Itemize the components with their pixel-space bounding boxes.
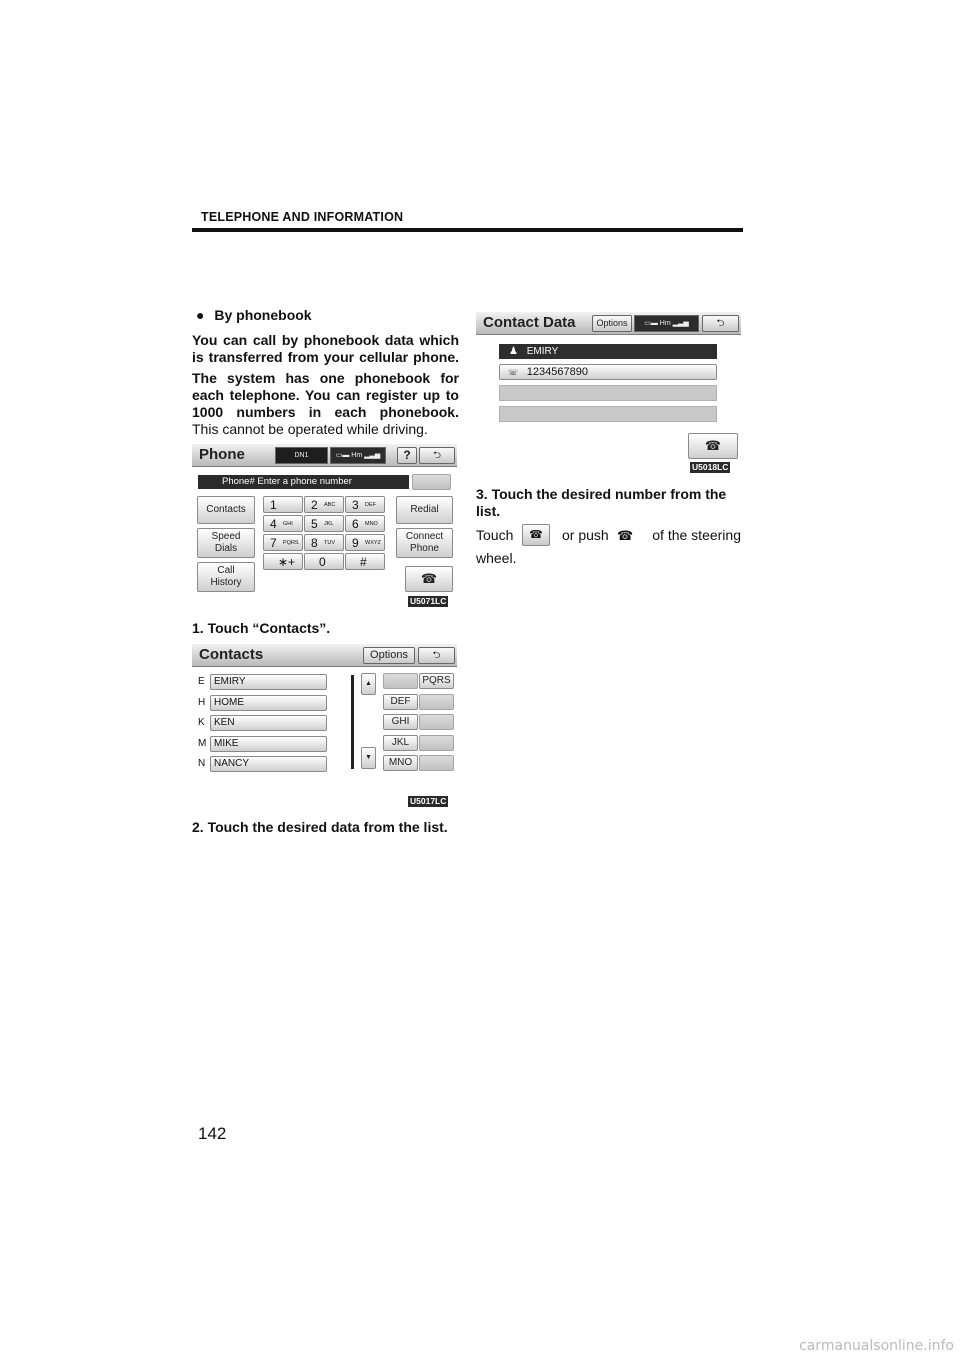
subheading xyxy=(196,307,312,324)
alphabet-tab[interactable]: JKL xyxy=(383,735,418,751)
phone-title: Phone xyxy=(199,446,245,463)
speed-dials-label-1: Speed xyxy=(211,531,241,542)
subheading-text: By phonebook xyxy=(214,307,312,323)
alphabet-tab-disabled xyxy=(419,755,454,771)
contact-name: EMIRY xyxy=(526,346,559,357)
touch-word: Touch xyxy=(476,527,514,543)
step-3: 3. Touch the desired number from the list. xyxy=(476,486,727,519)
contacts-screen xyxy=(192,644,457,774)
key-letters: ABC xyxy=(324,502,336,508)
key-letters: PQRS xyxy=(283,540,299,546)
double-down-arrow-icon: ▼ xyxy=(365,754,372,761)
index-letter: E xyxy=(198,676,205,687)
keypad-key[interactable] xyxy=(304,496,344,513)
double-up-arrow-icon: ▲ xyxy=(365,680,372,687)
index-letter: K xyxy=(198,717,205,728)
keypad-key[interactable] xyxy=(263,553,303,570)
key-digit: 9 xyxy=(352,536,359,550)
keypad-key[interactable] xyxy=(345,515,385,532)
speed-dials-label-2: Dials xyxy=(214,543,238,554)
key-digit: 7 xyxy=(270,536,277,550)
back-arrow-icon: ⮌ xyxy=(432,450,441,461)
status-hm: Hm xyxy=(351,452,363,459)
key-letters: TUV xyxy=(324,540,335,546)
back-arrow-icon: ⮌ xyxy=(432,650,441,661)
paragraph-3: This cannot be operated while driving. xyxy=(192,421,428,437)
phone-type-icon: ☏ xyxy=(508,368,519,377)
connect-phone-label-1: Connect xyxy=(405,531,444,542)
contact-list-item[interactable]: NANCY xyxy=(210,756,327,772)
empty-number-row xyxy=(499,385,717,401)
figure-code-1: U5071LC xyxy=(410,596,447,606)
contact-list-item[interactable]: HOME xyxy=(210,695,327,711)
key-digit: 2 xyxy=(311,498,318,512)
figure-code-2: U5017LC xyxy=(410,796,447,806)
paragraph-2: The system has one phonebook for each telephone. You can register up to 1000 numbers in each phonebook. xyxy=(192,370,459,420)
header-rule xyxy=(192,228,743,232)
key-digit: 5 xyxy=(311,517,318,531)
of-steering-text: of the steering xyxy=(652,527,741,543)
keypad-key[interactable] xyxy=(345,553,385,570)
contact-list-item[interactable]: EMIRY xyxy=(210,674,327,690)
key-digit: 1 xyxy=(270,498,277,512)
alphabet-tab-disabled xyxy=(419,735,454,751)
key-digit: 8 xyxy=(311,536,318,550)
number-row[interactable] xyxy=(499,364,717,380)
scroll-up-button[interactable] xyxy=(361,673,376,695)
paragraph-1: You can call by phonebook data which is transferred from your cellular phone. xyxy=(192,332,459,365)
speed-dials-button[interactable] xyxy=(197,528,255,558)
phone-number-input[interactable]: Phone# Enter a phone number xyxy=(198,475,409,489)
keypad-key[interactable] xyxy=(304,534,344,551)
call-history-label-2: History xyxy=(210,577,242,588)
back-button[interactable] xyxy=(418,647,455,664)
keypad-key[interactable] xyxy=(263,496,303,513)
figure-code-3: U5018LC xyxy=(692,462,729,472)
index-letter: N xyxy=(198,758,206,769)
key-letters: DEF xyxy=(365,502,376,508)
redial-button[interactable]: Redial xyxy=(396,496,453,524)
index-letter: H xyxy=(198,696,206,708)
keypad-key[interactable] xyxy=(304,515,344,532)
key-letters: GHI xyxy=(283,521,293,527)
step-1: 1. Touch “Contacts”. xyxy=(192,620,331,636)
call-history-label-1: Call xyxy=(217,565,235,576)
alphabet-tab-disabled xyxy=(419,694,454,710)
keypad-key[interactable] xyxy=(263,534,303,551)
instruction-line-2: wheel. xyxy=(476,550,517,566)
or-push-text: or push xyxy=(562,527,609,543)
steering-phone-icon: ☎ xyxy=(617,528,634,543)
alphabet-tab[interactable]: GHI xyxy=(383,714,418,730)
call-history-button[interactable] xyxy=(197,562,255,592)
call-button-inline-icon: ☎ xyxy=(522,524,550,546)
key-digit: 3 xyxy=(352,498,359,512)
call-button[interactable] xyxy=(405,566,453,592)
alphabet-tab-disabled xyxy=(383,673,418,689)
key-letters: MNO xyxy=(365,521,378,527)
key-digit: 0 xyxy=(319,555,326,569)
back-button[interactable] xyxy=(419,447,455,464)
connect-phone-label-2: Phone xyxy=(410,543,439,554)
call-button[interactable] xyxy=(688,433,738,459)
keypad-key[interactable] xyxy=(345,534,385,551)
alphabet-tab-disabled xyxy=(419,714,454,730)
alphabet-tab[interactable]: MNO xyxy=(383,755,418,771)
key-letters: JKL xyxy=(324,521,334,527)
phone-titlebar xyxy=(192,444,457,467)
key-digit: 6 xyxy=(352,517,359,531)
scrollbar[interactable] xyxy=(351,675,354,769)
back-arrow-icon: ⮌ xyxy=(716,318,725,329)
scroll-down-button[interactable] xyxy=(361,747,376,769)
phone-handset-icon: ☎ xyxy=(420,571,438,586)
section-title: TELEPHONE AND INFORMATION xyxy=(201,210,404,224)
watermark-logo: carmanualsonline.info xyxy=(799,1338,954,1354)
contact-data-titlebar xyxy=(476,312,741,335)
contact-number: 1234567890 xyxy=(526,366,588,378)
contacts-title: Contacts xyxy=(199,646,264,663)
clear-button xyxy=(412,474,451,490)
contact-list-item[interactable]: KEN xyxy=(210,715,327,731)
status-hm: Hm xyxy=(659,320,671,327)
contact-data-title: Contact Data xyxy=(483,314,576,331)
instruction-line xyxy=(476,527,742,547)
alphabet-tab[interactable]: DEF xyxy=(383,694,418,710)
index-letter: M xyxy=(198,737,207,749)
status-indicator: ▭▬ Hm ▂▃▅ xyxy=(330,447,386,464)
options-button[interactable]: Options xyxy=(592,315,632,332)
empty-number-row xyxy=(499,406,717,422)
page-number: 142 xyxy=(198,1124,227,1143)
key-digit: # xyxy=(360,555,367,569)
options-button[interactable]: Options xyxy=(363,647,415,664)
contact-data-screen xyxy=(476,312,741,462)
key-digit: ∗+ xyxy=(278,555,296,569)
device-name-badge: DN1 xyxy=(275,447,328,464)
keypad-key[interactable] xyxy=(345,496,385,513)
person-icon: ♟ xyxy=(509,346,518,357)
contact-name-header xyxy=(499,344,717,359)
bullet-icon: ● xyxy=(196,307,205,323)
key-digit: 4 xyxy=(270,517,277,531)
phone-screen xyxy=(192,444,457,594)
alphabet-tab[interactable]: PQRS xyxy=(419,673,454,689)
keypad-key[interactable] xyxy=(263,515,303,532)
help-button[interactable]: ? xyxy=(397,447,417,464)
contact-list-item[interactable]: MIKE xyxy=(210,736,327,752)
back-button[interactable] xyxy=(702,315,739,332)
connect-phone-button[interactable] xyxy=(396,528,453,558)
phone-handset-icon: ☎ xyxy=(704,438,722,453)
key-letters: WXYZ xyxy=(365,540,381,546)
contacts-button[interactable]: Contacts xyxy=(197,496,255,524)
contacts-titlebar xyxy=(192,644,457,667)
step-2: 2. Touch the desired data from the list. xyxy=(192,819,448,835)
status-indicator: ▭▬ Hm ▂▃▅ xyxy=(634,315,699,332)
keypad-key[interactable] xyxy=(304,553,344,570)
